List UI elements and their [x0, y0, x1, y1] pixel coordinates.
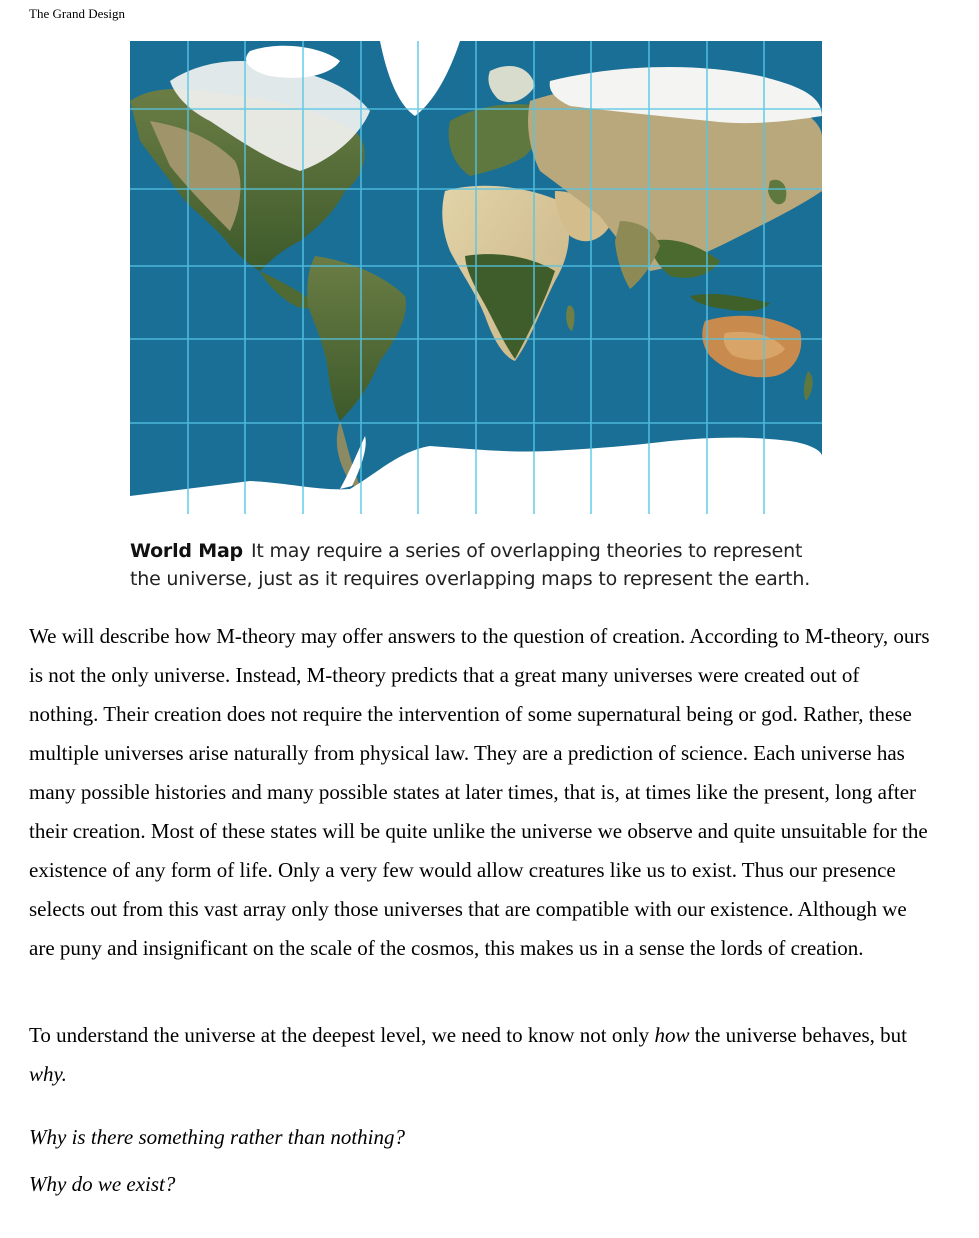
emphasis-how: how [654, 1023, 690, 1047]
emphasis-why: why. [29, 1062, 67, 1086]
running-header: The Grand Design [29, 6, 126, 21]
paragraph2-part2: the universe behaves, but [689, 1023, 907, 1047]
figure-caption [130, 537, 830, 593]
caption-title: World Map [130, 540, 243, 562]
paragraph2-part1: To understand the universe at the deepest level, we need to know not only [29, 1023, 655, 1047]
paragraph-understand [29, 1016, 934, 1094]
caption-text: It may require a series of overlapping theories to represent the universe, just as it requires overlapping maps to represent the earth. [130, 540, 811, 590]
question-something: Why is there something rather than nothing? [29, 1125, 406, 1149]
paragraph-m-theory: We will describe how M-theory may offer answers to the question of creation. According to M-theory, ours is not the only universe. Instead, M-theory predicts that a great many universes were created out of nothing. Their creation does not require the intervention of some supernatural being or god. Rather, these multiple universes arise naturally from physical law. They are a prediction of science. Each universe has many possible histories and many possible states at later times, that is, at times like the present, long after their creation. Most of these states will be quite unlike the universe we observe and quite unsuitable for the existence of any form of life. Only a very few would allow creatures like us to exist. Thus our presence selects out from this vast array only those universes that are compatible with our existence. Although we are puny and insignificant on the scale of the cosmos, this makes us in a sense the lords of creation. [29, 624, 930, 960]
world-map-image [130, 41, 822, 514]
question-exist: Why do we exist? [29, 1172, 176, 1196]
